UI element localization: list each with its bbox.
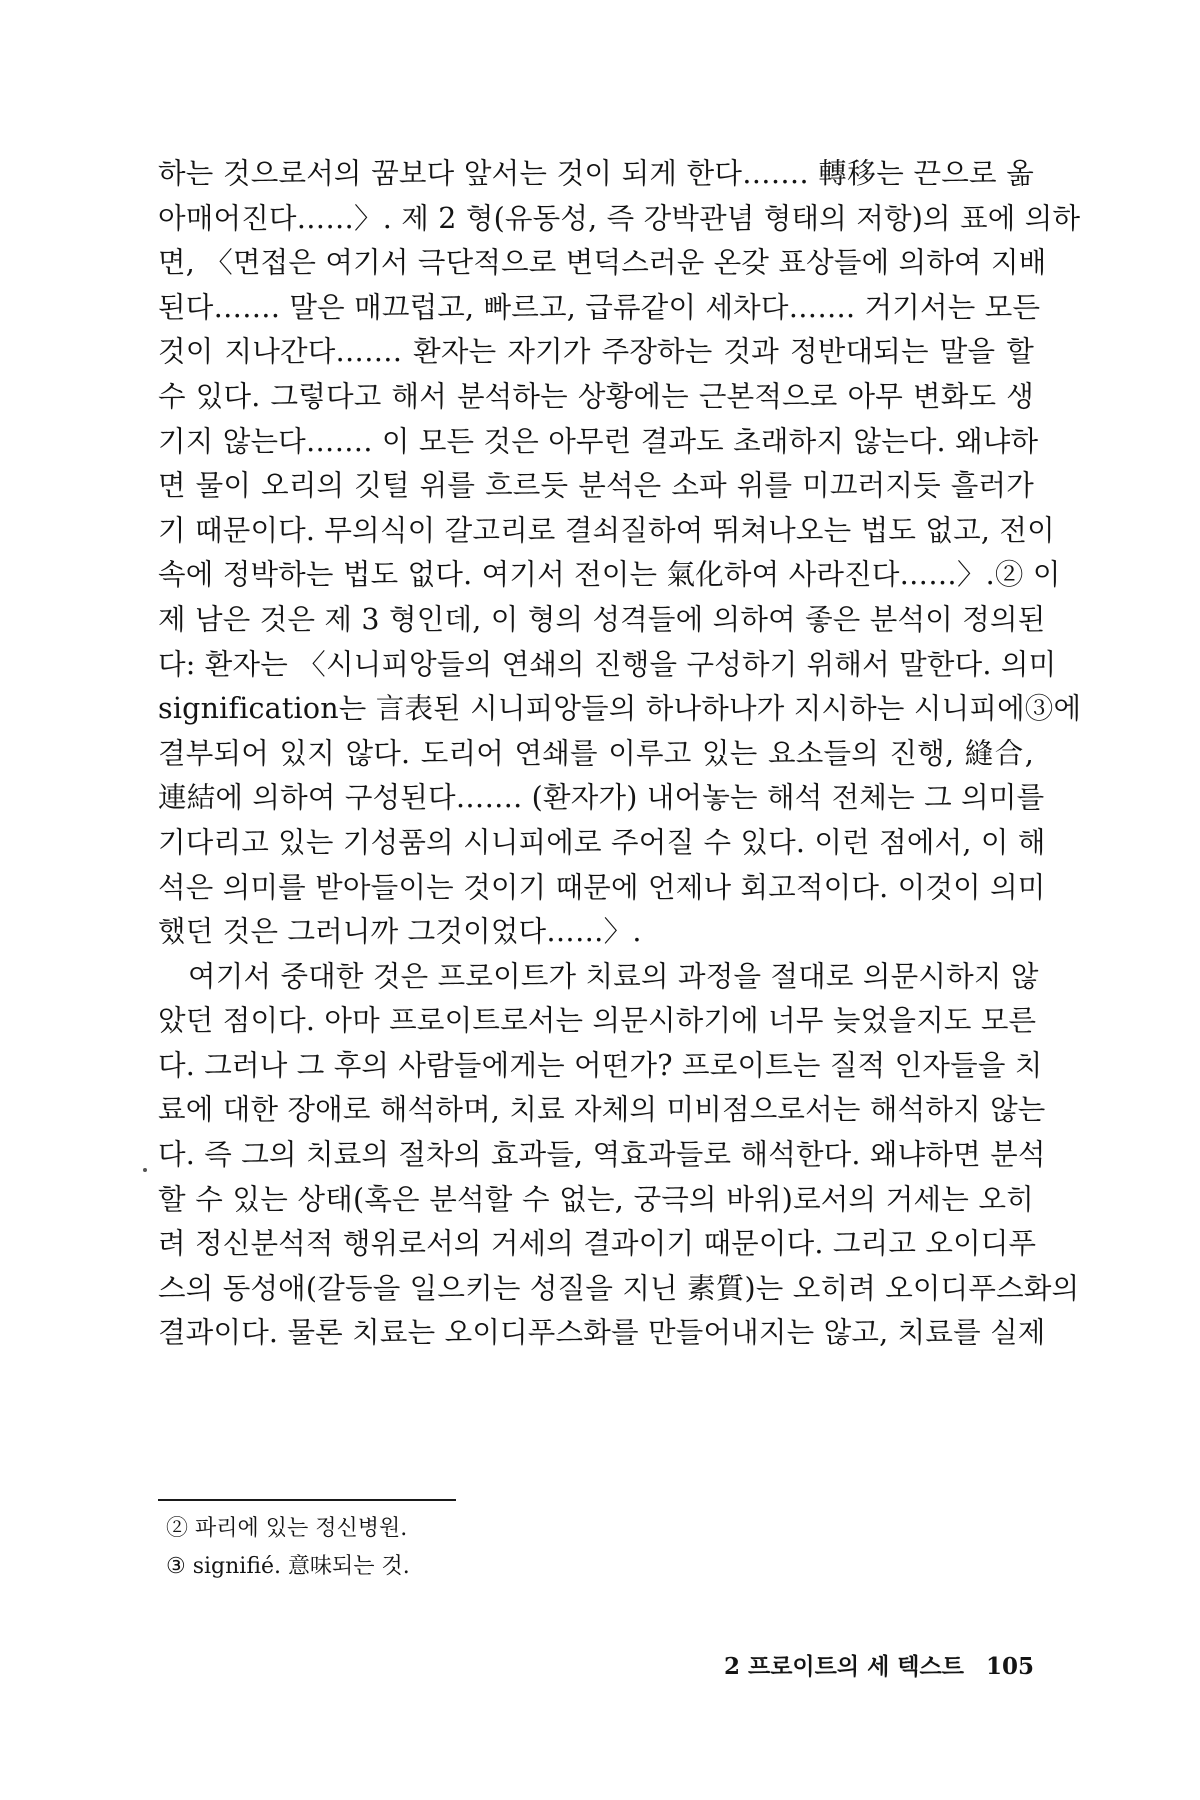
page-footer [700,1649,1034,1685]
text-line: 하는 것으로서의 꿈보다 앞서는 것이 되게 한다……. 轉移는 끈으로 옮 [158,157,1034,190]
text-line: 기다리고 있는 기성품의 시니피에로 주어질 수 있다. 이런 점에서, 이 해 [158,825,1046,859]
text-line: 된다……. 말은 매끄럽고, 빠르고, 급류같이 세차다……. 거기서는 모든 [158,290,1041,324]
paragraph-start-line: 여기서 중대한 것은 프로이트가 치료의 과정을 절대로 의문시하지 않 [188,959,1039,993]
page-number: 105 [985,1653,1034,1680]
paragraph-end-line: 했던 것은 그러니까 그것이었다……〉. [158,915,642,949]
text-line: 속에 정박하는 법도 없다. 여기서 전이는 氣化하여 사라진다……〉.② 이 [158,558,1061,592]
text-line: 다. 그러나 그 후의 사람들에게는 어떤가? 프로이트는 질적 인자들을 치 [158,1048,1043,1082]
footnote-3: ③ signifié. 意味되는 것. [166,1554,410,1579]
text-line: 기지 않는다……. 이 모든 것은 아무런 결과도 초래하지 않는다. 왜냐하 [158,424,1039,458]
text-line: 기 때문이다. 무의식이 갈고리로 결쇠질하여 뛰쳐나오는 법도 없고, 전이 [158,513,1055,547]
text-line: 아매어진다……〉. 제 2 형(유동성, 즉 강박관념 형태의 저항)의 표에 의하 [158,201,1081,235]
text-line: 수 있다. 그렇다고 해서 분석하는 상황에는 근본적으로 아무 변화도 생 [158,379,1034,413]
margin-dot [143,1168,147,1172]
text-line: 다: 환자는 〈시니피앙들의 연쇄의 진행을 구성하기 위해서 말한다. 의미 [158,647,1057,681]
footnote-rule [158,1499,456,1501]
text-line: 할 수 있는 상태(혹은 분석할 수 없는, 궁극의 바위)로서의 거세는 오히 [158,1182,1034,1216]
text-line: 료에 대한 장애로 해석하며, 치료 자체의 미비점으로서는 해석하지 않는 [158,1093,1046,1127]
text-line: 스의 동성애(갈등을 일으키는 성질을 지닌 素質)는 오히려 오이디푸스화의 [158,1271,1080,1305]
text-line: signification는 言表된 시니피앙들의 하나하나가 지시하는 시니피에③에 [158,692,1082,726]
footnote-2: ② 파리에 있는 정신병원. [166,1516,408,1541]
text-line: 면, 〈면접은 여기서 극단적으로 변덕스러운 온갖 표상들에 의하여 지배 [158,246,1047,280]
text-line: 連結에 의하여 구성된다……. (환자가) 내어놓는 해석 전체는 그 의미를 [158,781,1045,815]
body-text [158,152,1082,1356]
text-line: 제 남은 것은 제 3 형인데, 이 형의 성격들에 의하여 좋은 분석이 정의된 [158,602,1046,636]
text-line: 면 물이 오리의 깃털 위를 흐르듯 분석은 소파 위를 미끄러지듯 흘러가 [158,469,1034,503]
text-line: 다. 즉 그의 치료의 절차의 효과들, 역효과들로 해석한다. 왜냐하면 분석 [158,1138,1046,1172]
text-line: 석은 의미를 받아들이는 것이기 때문에 언제나 회고적이다. 이것이 의미 [158,870,1046,904]
footnotes [166,1510,766,1586]
text-line: 결과이다. 물론 치료는 오이디푸스화를 만들어내지는 않고, 치료를 실제 [158,1316,1046,1350]
text-line: 결부되어 있지 않다. 도리어 연쇄를 이루고 있는 요소들의 진행, 縫合, [158,736,1034,770]
text-line: 것이 지나간다……. 환자는 자기가 주장하는 것과 정반대되는 말을 할 [158,335,1034,369]
running-head: 2 프로이트의 세 텍스트 [723,1653,964,1680]
text-line: 려 정신분석적 행위로서의 거세의 결과이기 때문이다. 그리고 오이디푸 [158,1227,1037,1261]
text-line: 았던 점이다. 아마 프로이트로서는 의문시하기에 너무 늦었을지도 모른 [158,1004,1037,1038]
